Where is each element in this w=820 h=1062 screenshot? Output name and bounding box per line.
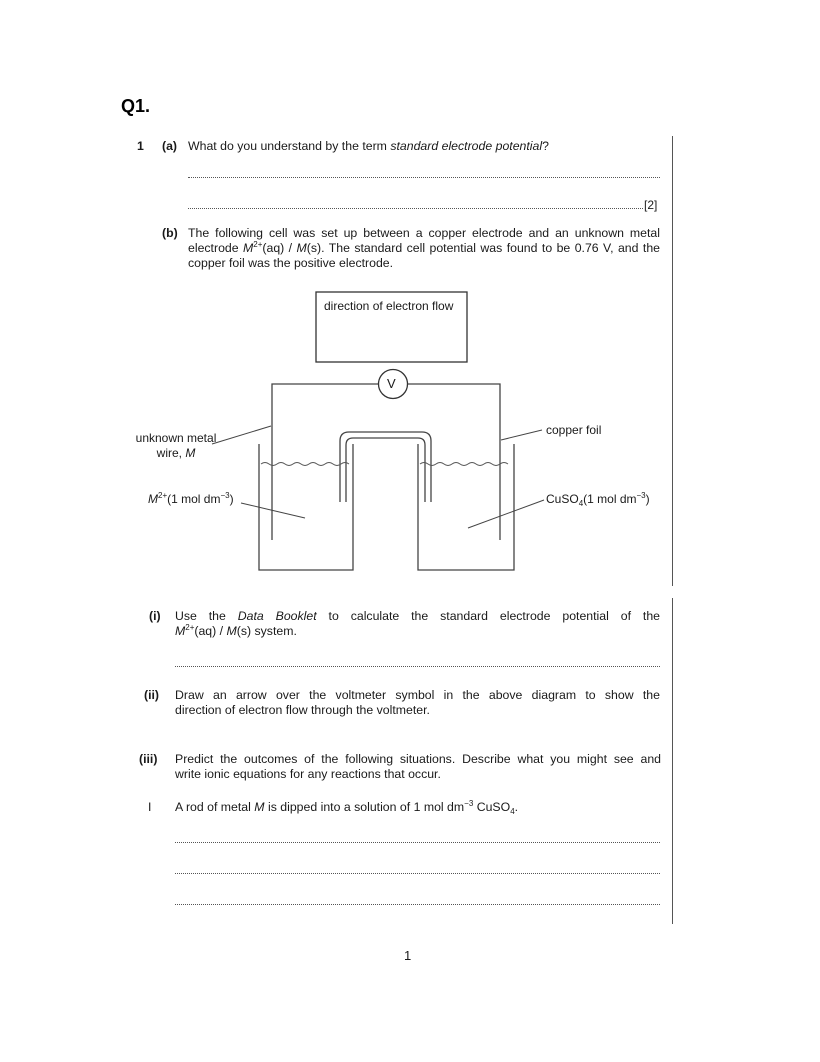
part-i-label: (i): [149, 609, 161, 623]
left-wire: [272, 384, 378, 470]
left-solution-surface: [261, 463, 349, 466]
left-beaker: [259, 444, 353, 570]
part-iii-label: (iii): [139, 752, 158, 766]
right-solution-label: CuSO$_4$(1 mol $dm^{-3}$): [546, 491, 650, 508]
part-i-text: Use the Data Booklet to calculate the standard electrode potential of the $M^{2+}(aq) / M(s)$ system.: [175, 609, 660, 638]
part-b-line2: electrode $M^{2+}(aq) / M(s)$. The standard cell potential was found to be 0.76 V, and the: [188, 240, 660, 255]
part-iii-text: Predict the outcomes of the following situations. Describe what you might see and write ionic equations for any reactions that occur.: [175, 752, 661, 781]
part-ii-label: (ii): [144, 688, 160, 702]
leader-left-solution: [241, 503, 305, 518]
right-solution-surface: [420, 463, 508, 466]
answer-line-i[interactable]: [175, 666, 660, 667]
answer-line-I1[interactable]: [175, 842, 660, 843]
situation-i-label: I: [148, 800, 152, 814]
situation-i-text: A rod of metal M is dipped into a solution of 1 mol $dm^{-3}$ CuSO$_4$.: [175, 799, 519, 816]
question-label: Q1.: [121, 96, 151, 116]
salt-bridge-inner: [346, 438, 425, 502]
part-ii-text: Draw an arrow over the voltmeter symbol in the above diagram to show the direction of electron flow through the voltmeter.: [175, 688, 660, 717]
question-number: 1: [137, 139, 144, 153]
direction-box-label: direction of electron flow: [324, 299, 454, 313]
marks-a: [2]: [644, 198, 658, 212]
part-b-line1: The following cell was set up between a copper electrode and an unknown metal: [188, 226, 660, 240]
answer-line-I2[interactable]: [175, 873, 660, 874]
copper-foil-label: copper foil: [546, 423, 602, 437]
right-wire: [408, 384, 500, 470]
leader-copper-foil: [501, 430, 542, 440]
metal-wire-label: unknown metal wire, M: [135, 431, 217, 460]
part-a-question: What do you understand by the term standard electrode potential?: [188, 139, 549, 153]
left-solution-label: $M^{2+}(1$ mol $dm^{-3}$): [148, 491, 234, 506]
leader-metal-wire: [212, 426, 271, 444]
leader-right-solution: [468, 500, 544, 528]
part-b-label: (b): [162, 226, 178, 240]
answer-line-I3[interactable]: [175, 904, 660, 905]
part-b-line3: copper foil was the positive electrode.: [188, 256, 394, 270]
part-a-label: (a): [162, 139, 178, 153]
voltmeter-label: V: [387, 376, 396, 391]
page-number: 1: [404, 948, 412, 963]
